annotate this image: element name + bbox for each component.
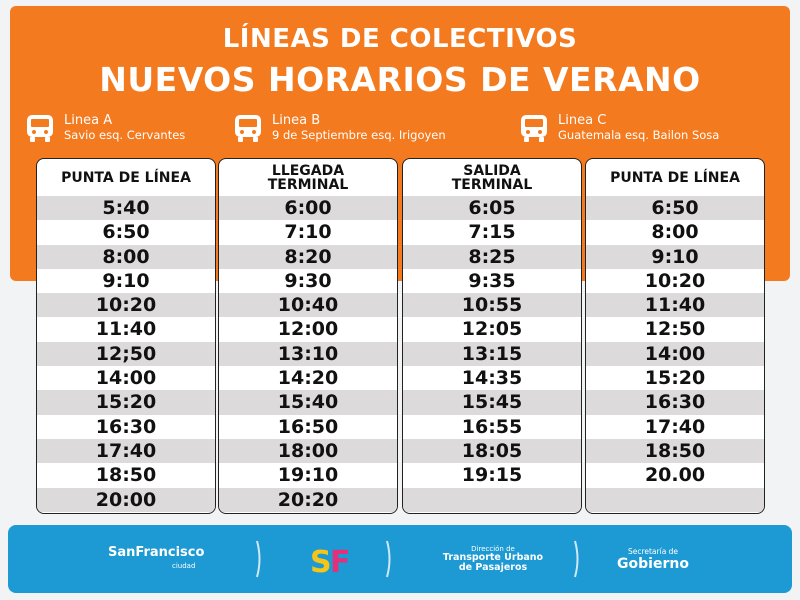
line-c-name: Linea C xyxy=(558,113,607,128)
time-cell: 15:45 xyxy=(403,390,581,414)
time-cell: 20.00 xyxy=(644,464,706,487)
bus-icon xyxy=(24,113,56,143)
column-header: PUNTA DE LÍNEA xyxy=(610,169,740,186)
schedule-column-1 xyxy=(36,158,216,514)
time-cell: 14:20 xyxy=(277,367,339,390)
time-cell: 17:40 xyxy=(644,415,706,438)
time-cell: 10:20 xyxy=(644,269,706,292)
time-cell: 6:50 xyxy=(586,196,764,220)
time-cell: 9:30 xyxy=(284,269,332,292)
line-b-address: 9 de Septiembre esq. Irigoyen xyxy=(272,128,446,142)
time-cell: 15:20 xyxy=(644,367,706,390)
time-cell: 6:05 xyxy=(403,196,581,220)
time-cell: 10:40 xyxy=(219,293,397,317)
time-cell: 14:00 xyxy=(95,367,157,390)
time-cell: 13:15 xyxy=(403,342,581,366)
time-cell: 11:40 xyxy=(95,318,157,341)
time-cell: 18:50 xyxy=(95,464,157,487)
time-cell: 18:50 xyxy=(586,439,764,463)
divider-icon xyxy=(256,539,262,579)
city-brand-sub: ciudad xyxy=(172,562,196,570)
time-cell: 5:40 xyxy=(37,196,215,220)
time-cell: 17:40 xyxy=(37,439,215,463)
time-cell: 16:30 xyxy=(586,390,764,414)
time-cell: 8:00 xyxy=(651,221,699,244)
divider-icon xyxy=(386,539,392,579)
time-cell: 7:15 xyxy=(468,221,516,244)
time-cell: 15:20 xyxy=(37,390,215,414)
transport-logo: Dirección de Transporte Urbano de Pasajeros xyxy=(442,545,544,573)
time-list xyxy=(219,196,397,512)
line-b-name: Linea B xyxy=(272,113,321,128)
time-cell: 11:40 xyxy=(586,293,764,317)
government-logo: Secretaría de Gobierno xyxy=(617,547,689,572)
time-cell: 9:35 xyxy=(468,269,516,292)
sf-logo xyxy=(306,543,356,577)
column-header: SALIDA TERMINAL xyxy=(451,162,533,193)
time-cell: 8:20 xyxy=(219,245,397,269)
time-cell: 8:25 xyxy=(403,245,581,269)
time-cell: 9:10 xyxy=(102,269,150,292)
column-header: PUNTA DE LÍNEA xyxy=(61,169,191,186)
bus-icon xyxy=(232,113,264,143)
time-cell: 14:35 xyxy=(461,367,523,390)
time-list xyxy=(586,196,764,512)
svg-text:F: F xyxy=(330,545,351,577)
time-cell: 18:05 xyxy=(403,439,581,463)
schedule-column-3 xyxy=(402,158,582,514)
time-cell: 8:00 xyxy=(37,245,215,269)
time-cell: 6:50 xyxy=(102,221,150,244)
city-brand: SanFrancisco xyxy=(108,545,205,560)
time-cell: 10:20 xyxy=(37,293,215,317)
divider-icon xyxy=(574,539,580,579)
time-cell xyxy=(403,488,581,512)
schedule-column-2 xyxy=(218,158,398,514)
time-cell: 7:10 xyxy=(284,221,332,244)
time-cell: 19:15 xyxy=(461,464,523,487)
time-cell xyxy=(586,488,764,512)
time-cell: 16:30 xyxy=(95,415,157,438)
time-cell: 20:00 xyxy=(37,488,215,512)
time-cell: 20:20 xyxy=(219,488,397,512)
title-line-1: LÍNEAS DE COLECTIVOS xyxy=(222,24,578,54)
svg-text:S: S xyxy=(310,545,332,577)
time-list xyxy=(37,196,215,512)
title-line-2: NUEVOS HORARIOS DE VERANO xyxy=(99,60,701,99)
footer-bar xyxy=(8,525,792,593)
time-cell: 12:50 xyxy=(644,318,706,341)
line-a-address: Savio esq. Cervantes xyxy=(64,128,186,142)
time-list xyxy=(403,196,581,512)
time-cell: 10:55 xyxy=(403,293,581,317)
time-cell: 18:00 xyxy=(219,439,397,463)
time-cell: 16:55 xyxy=(461,415,523,438)
line-c-address: Guatemala esq. Bailon Sosa xyxy=(558,128,720,142)
time-cell: 6:00 xyxy=(219,196,397,220)
time-cell: 9:10 xyxy=(586,245,764,269)
bus-icon xyxy=(518,113,550,143)
column-header: LLEGADA TERMINAL xyxy=(267,162,349,193)
schedule-column-4 xyxy=(585,158,765,514)
line-a-name: Linea A xyxy=(64,113,113,128)
time-cell: 12:05 xyxy=(461,318,523,341)
time-cell: 12;50 xyxy=(37,342,215,366)
time-cell: 15:40 xyxy=(219,390,397,414)
time-cell: 13:10 xyxy=(219,342,397,366)
time-cell: 19:10 xyxy=(277,464,339,487)
time-cell: 14:00 xyxy=(586,342,764,366)
time-cell: 12:00 xyxy=(277,318,339,341)
time-cell: 16:50 xyxy=(277,415,339,438)
